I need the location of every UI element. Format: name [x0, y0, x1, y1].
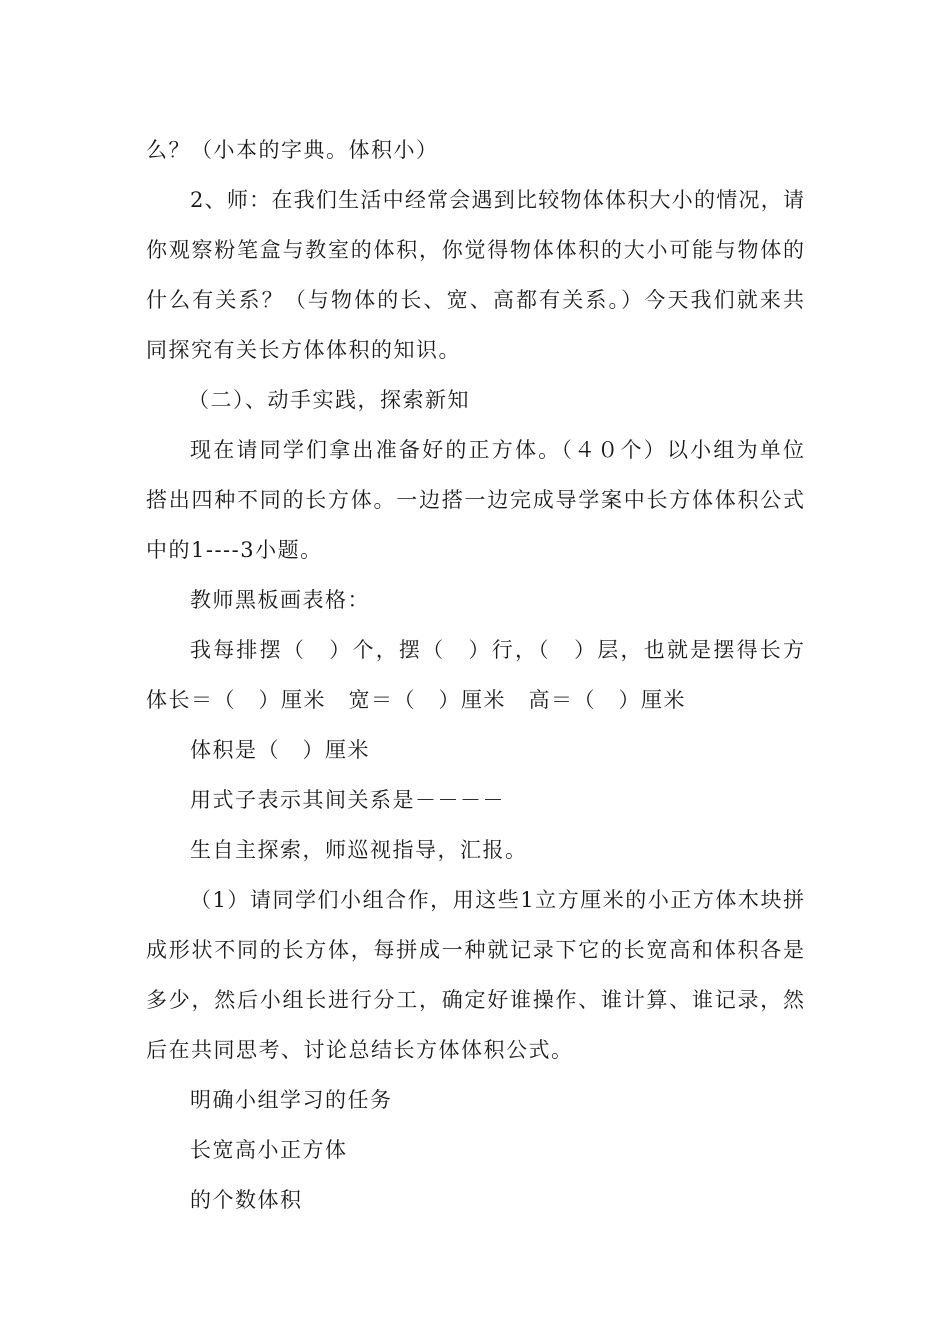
paragraph-line: 后在共同思考、讨论总结长方体体积公式。 — [146, 1038, 574, 1062]
paragraph-line: 搭出四种不同的长方体。一边搭一边完成导学案中长方体体积公式 — [146, 488, 804, 512]
paragraph-line: 中的1----3小题。 — [146, 538, 323, 562]
paragraph-line: 的个数体积 — [190, 1188, 303, 1212]
paragraph-line: 成形状不同的长方体，每拼成一种就记录下它的长宽高和体积各是 — [146, 938, 804, 962]
paragraph-line: 多少，然后小组长进行分工，确定好谁操作、谁计算、谁记录，然 — [146, 988, 804, 1012]
paragraph-line: 你观察粉笔盒与教室的体积，你觉得物体体积的大小可能与物体的 — [146, 238, 804, 262]
paragraph-line: 生自主探索，师巡视指导，汇报。 — [190, 838, 528, 862]
paragraph-line: 我每排摆（ ）个，摆（ ）行，（ ）层，也就是摆得长方 — [190, 638, 804, 662]
paragraph-line: 么？（小本的字典。体积小） — [146, 138, 439, 162]
paragraph-line: 什么有关系？（与物体的长、宽、高都有关系。）今天我们就来共 — [146, 288, 804, 312]
paragraph-line: 教师黑板画表格： — [190, 588, 370, 612]
paragraph-line: 体长＝（ ）厘米 宽＝（ ）厘米 高＝（ ）厘米 — [146, 688, 686, 712]
paragraph-line: 用式子表示其间关系是－－－－ — [190, 788, 505, 812]
paragraph-line: 长宽高小正方体 — [190, 1138, 348, 1162]
paragraph-line: 体积是（ ）厘米 — [190, 738, 370, 762]
paragraph-line: 2、师：在我们生活中经常会遇到比较物体体积大小的情况，请 — [190, 188, 804, 212]
paragraph-line: 明确小组学习的任务 — [190, 1088, 393, 1112]
section-heading: （二）、动手实践，探索新知 — [188, 388, 470, 412]
paragraph-line: 现在请同学们拿出准备好的正方体。（４０个）以小组为单位 — [190, 438, 804, 462]
paragraph-line: （1）请同学们小组合作，用这些1立方厘米的小正方体木块拼 — [190, 888, 804, 912]
paragraph-line: 同探究有关长方体体积的知识。 — [146, 338, 461, 362]
